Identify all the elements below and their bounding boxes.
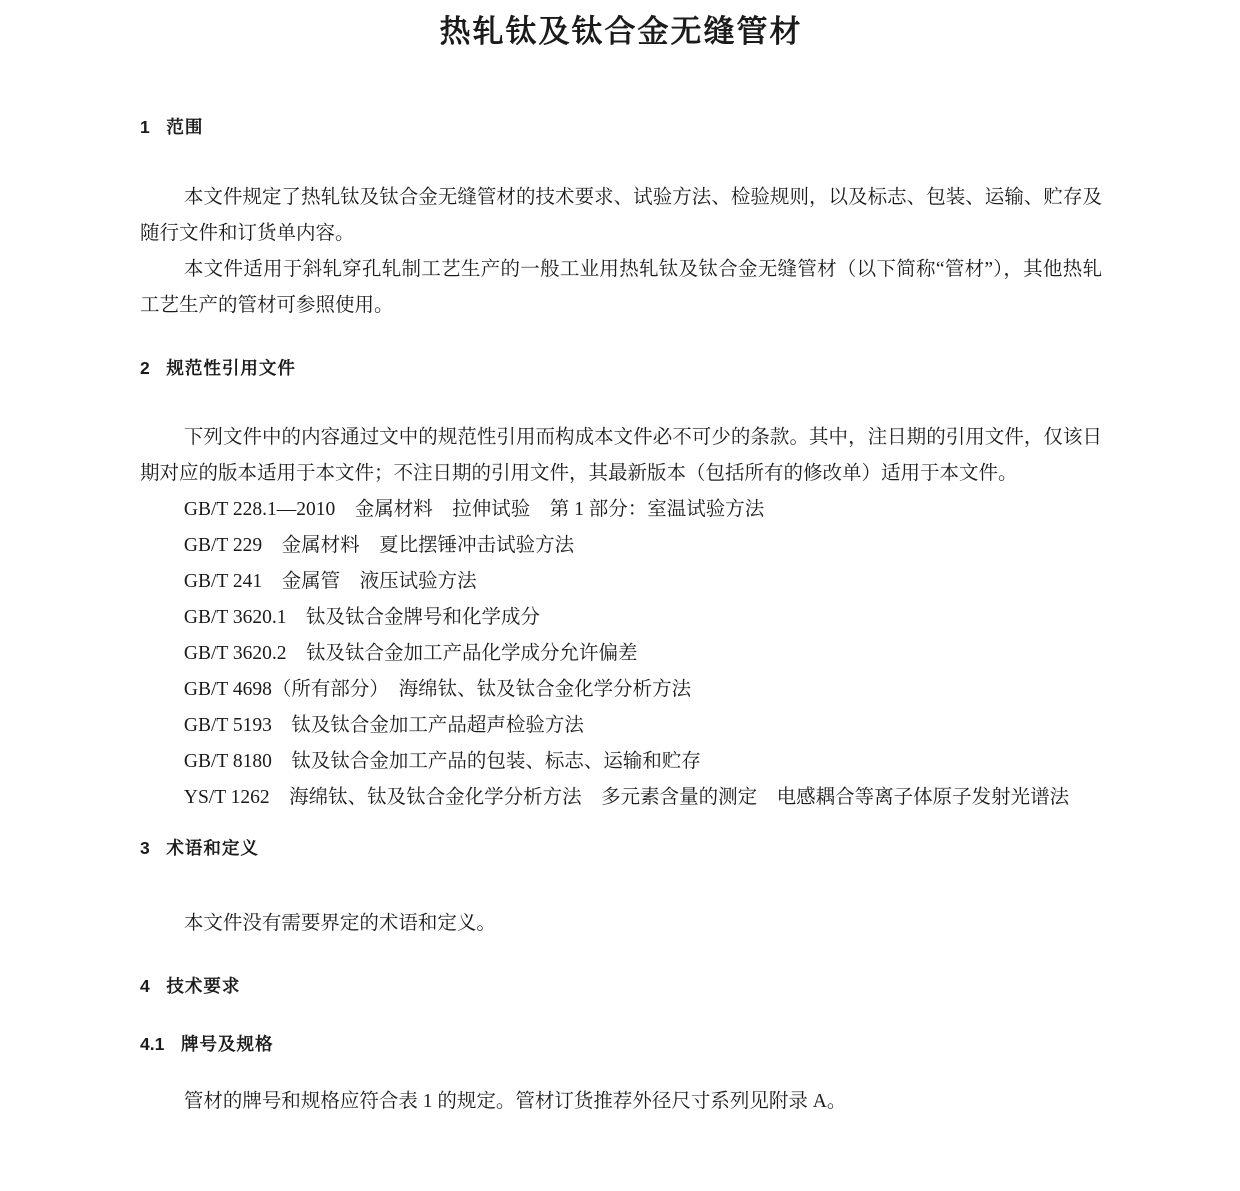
reference-item: GB/T 229 金属材料 夏比摆锤冲击试验方法 <box>183 535 575 556</box>
section-number: 4.1 <box>140 1034 165 1054</box>
scope-paragraph-1: 本文件规定了热轧钛及钛合金无缝管材的技术要求、试验方法、检验规则，以及标志、包装、运输、贮存及随行文件和订货单内容。 <box>140 187 1102 244</box>
reference-item: GB/T 8180 钛及钛合金加工产品的包装、标志、运输和贮存 <box>183 751 701 772</box>
document-title: 热轧钛及钛合金无缝管材 <box>439 14 803 49</box>
section-terms-heading <box>140 836 1102 860</box>
reference-item: GB/T 241 金属管 液压试验方法 <box>183 571 477 592</box>
reference-item: YS/T 1262 海绵钛、钛及钛合金化学分析方法 多元素含量的测定 电感耦合等离子体原子发射光谱法 <box>183 787 1070 808</box>
section-title: 术语和定义 <box>166 838 259 858</box>
section-scope-heading <box>140 115 1102 139</box>
section-scope <box>140 115 1102 324</box>
section-title: 技术要求 <box>166 976 241 996</box>
reference-item: GB/T 4698（所有部分） 海绵钛、钛及钛合金化学分析方法 <box>183 679 692 700</box>
section-title: 规范性引用文件 <box>166 358 296 378</box>
section-requirements <box>140 974 1102 1120</box>
section-number: 1 <box>140 117 150 137</box>
terms-paragraph: 本文件没有需要界定的术语和定义。 <box>183 913 496 934</box>
section-number: 4 <box>140 976 150 996</box>
section-title: 牌号及规格 <box>180 1034 274 1054</box>
subsection-grades-heading <box>140 1032 1102 1056</box>
section-title: 范围 <box>166 117 204 137</box>
references-intro-paragraph: 下列文件中的内容通过文中的规范性引用而构成本文件必不可少的条款。其中，注日期的引用文件，仅该日期对应的版本适用于本文件；不注日期的引用文件，其最新版本（包括所有的修改单）适用于本文件。 <box>140 427 1102 484</box>
section-references <box>140 356 1102 816</box>
scope-paragraph-2: 本文件适用于斜轧穿孔轧制工艺生产的一般工业用热轧钛及钛合金无缝管材（以下简称“管材”），其他热轧工艺生产的管材可参照使用。 <box>140 259 1102 316</box>
section-references-heading <box>140 356 1102 380</box>
reference-item: GB/T 228.1—2010 金属材料 拉伸试验 第 1 部分：室温试验方法 <box>183 499 765 520</box>
section-number: 2 <box>140 358 150 378</box>
section-number: 3 <box>140 838 150 858</box>
section-terms <box>140 836 1102 942</box>
grades-paragraph: 管材的牌号和规格应符合表 1 的规定。管材订货推荐外径尺寸系列见附录 A。 <box>183 1091 847 1112</box>
section-requirements-heading <box>140 974 1102 998</box>
reference-item: GB/T 3620.2 钛及钛合金加工产品化学成分允许偏差 <box>183 643 638 664</box>
reference-item: GB/T 5193 钛及钛合金加工产品超声检验方法 <box>183 715 584 736</box>
reference-item: GB/T 3620.1 钛及钛合金牌号和化学成分 <box>183 607 540 628</box>
